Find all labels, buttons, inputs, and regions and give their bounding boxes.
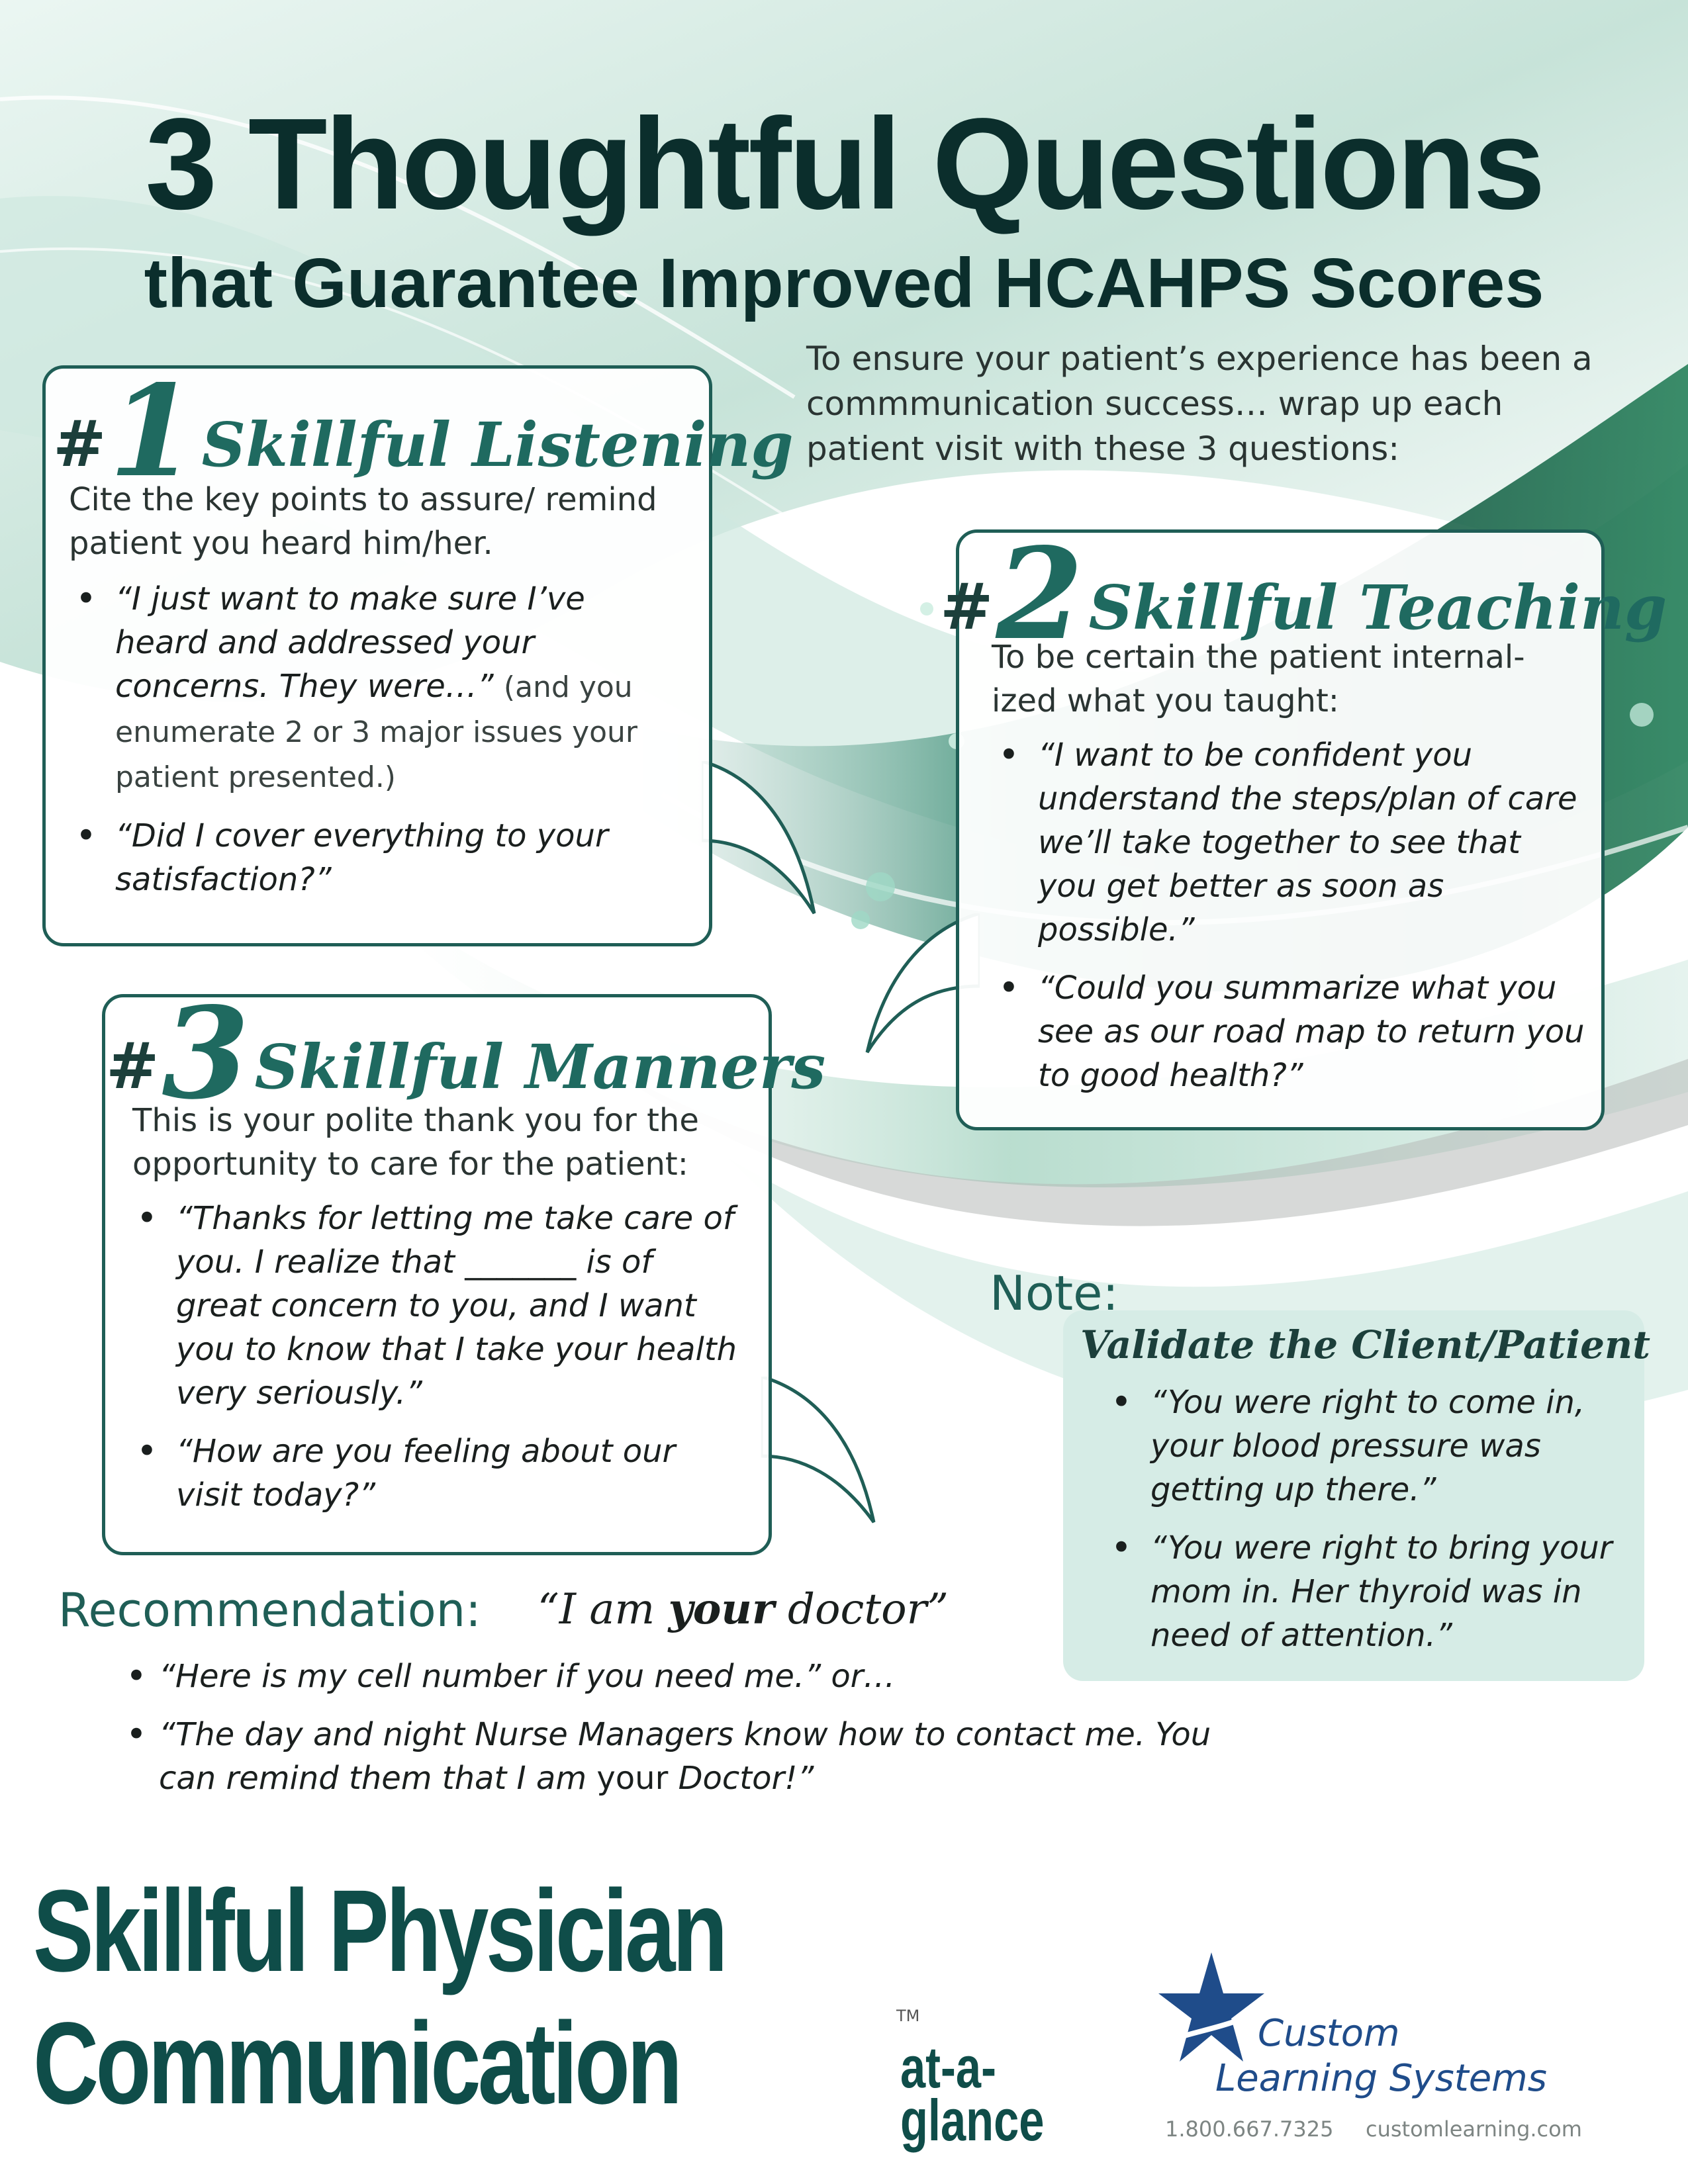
list-item: • “The day and night Nurse Managers know how to contact me. You can remind them that I am your Doctor!”	[119, 1713, 1244, 1800]
card-3-tail	[761, 1377, 880, 1529]
page-title: 3 Thoughtful Questions	[145, 91, 1543, 236]
card-2-number: 2	[996, 520, 1084, 668]
card-3-number: 3	[162, 979, 250, 1127]
recommendation-quote: “I am your doctor”	[538, 1584, 949, 1634]
recommendation-bullets	[119, 1655, 1244, 1815]
footer-title-line2: Communication	[33, 1999, 680, 2128]
company-name-line1: Custom	[1258, 2012, 1400, 2055]
card-3-hash: #	[106, 1028, 160, 1103]
phone-number: 1.800.667.7325	[1165, 2116, 1334, 2142]
list-item: • “Here is my cell number if you need me.” or…	[119, 1655, 1244, 1698]
note-title: Validate the Client/Patient	[1080, 1322, 1650, 1367]
card-1-lead: Cite the key points to assure/ remind patient you heard him/her.	[69, 481, 657, 562]
star-logo-icon	[1139, 1952, 1264, 2071]
trademark: TM	[896, 2007, 920, 2025]
note-label: Note:	[990, 1265, 1119, 1321]
card-2-lead: To be certain the patient internal- ized what you taught:	[992, 639, 1525, 719]
recommendation-label: Recommendation:	[58, 1583, 481, 1637]
card-2-title: Skillful Teaching	[1088, 572, 1667, 643]
list-item: • “Could you summarize what you see as our road map to return you to good health?”	[992, 966, 1587, 1097]
list-item: • “How are you feeling about our visit today?”	[130, 1430, 745, 1517]
card-1-hash: #	[53, 406, 107, 481]
contact-info	[1165, 2116, 1582, 2142]
card-1-title: Skillful Listening	[201, 409, 794, 480]
footer-at-a: at-a-	[900, 2034, 996, 2100]
intro-text: To ensure your patient’s experience has been a commmunication success… wrap up each patient visit with these 3 questions:	[806, 340, 1593, 468]
card-1-bullets	[69, 577, 684, 916]
list-item: • “I want to be confident you understand the steps/plan of care we’ll take together to see that you get better as soon as possible.”	[992, 733, 1587, 952]
card-2-hash: #	[940, 569, 994, 644]
website[interactable]: customlearning.com	[1365, 2116, 1582, 2142]
footer-title-line1: Skillful Physician	[33, 1866, 725, 1996]
card-3-title: Skillful Manners	[254, 1031, 826, 1103]
card-3-lead: This is your polite thank you for the opportunity to care for the patient:	[132, 1102, 699, 1183]
footer-glance: glance	[900, 2087, 1045, 2153]
card-1-tail	[702, 761, 821, 920]
list-item: • “Thanks for letting me take care of you. I realize that _______ is of great concern to you, and I want you to know that I take your health very seriously.”	[130, 1197, 745, 1415]
list-item: • “Did I cover everything to your satisfaction?”	[69, 814, 684, 901]
list-item: • “You were right to bring your mom in. Her thyroid was in need of attention.”	[1104, 1526, 1634, 1657]
card-1-number: 1	[109, 357, 197, 505]
page-subtitle: that Guarantee Improved HCAHPS Scores	[144, 244, 1544, 322]
company-name-line2: Learning Systems	[1215, 2057, 1547, 2100]
list-item: • “You were right to come in, your blood pressure was getting up there.”	[1104, 1381, 1634, 1512]
card-2-bullets	[992, 733, 1587, 1112]
card-3-bullets	[130, 1197, 745, 1531]
list-item: • “I just want to make sure I’ve heard and addressed your concerns. They were…” (and you enumerate 2 or 3 major issues your patient presented.)	[69, 577, 684, 799]
note-bullets	[1104, 1381, 1634, 1672]
